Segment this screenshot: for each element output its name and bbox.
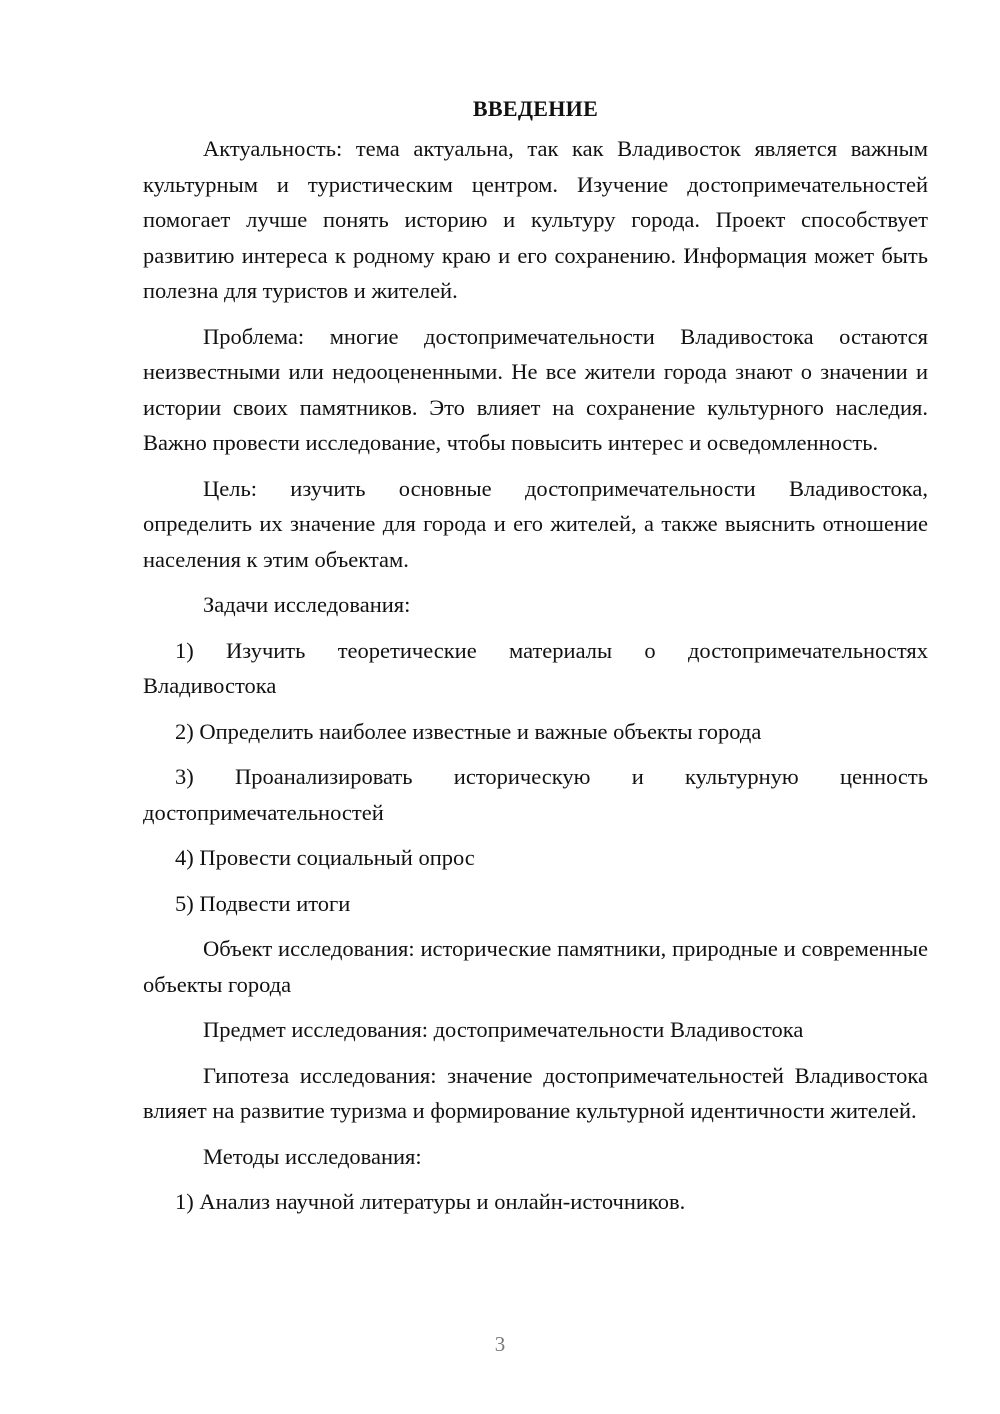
task-item-5: 5) Подвести итоги (175, 890, 351, 916)
task-item-4: 4) Провести социальный опрос (175, 845, 475, 870)
relevance-paragraph: Актуальность: тема актуальна, так как Владивосток является важным культурным и туристическим центром. Изучение достопримечательностей помогает лучше понять историю и культуру города. Проект способствует развитию интереса к родному краю и его сохранению. Информация может быть полезна для туристов и жителей. (143, 136, 928, 303)
page-number: 3 (494, 1332, 506, 1356)
methods-title: Методы исследования: (203, 1143, 422, 1169)
task-item-3: 3) Проанализировать историческую и культурную ценность достопримечательностей (143, 764, 928, 825)
task-item-1: 1) Изучить теоретические материалы о достопримечательностях Владивостока (143, 637, 928, 698)
goal-paragraph: Цель: изучить основные достопримечательности Владивостока, определить их значение для города и его жителей, а также выяснить отношение населения к этим объектам. (143, 475, 928, 572)
subject-paragraph: Предмет исследования: достопримечательности Владивостока (203, 1017, 804, 1042)
problem-paragraph: Проблема: многие достопримечательности Владивостока остаются неизвестными или недооцененными. Не все жители города знают о значении и истории своих памятников. Это влияет на сохранение культурного наследия. Важно провести исследование, чтобы повысить интерес и осведомленность. (143, 323, 928, 455)
object-paragraph: Объект исследования: исторические памятники, природные и современные объекты города (143, 936, 928, 997)
hypothesis-paragraph: Гипотеза исследования: значение достопримечательностей Владивостока влияет на развитие туризма и формирование культурной идентичности жителей. (143, 1062, 928, 1123)
section-heading: ВВЕДЕНИЕ (472, 96, 599, 121)
page-content (143, 92, 928, 1230)
method-item-1: 1) Анализ научной литературы и онлайн-источников. (175, 1189, 686, 1214)
tasks-title: Задачи исследования: (203, 592, 411, 617)
task-item-2: 2) Определить наиболее известные и важные объекты города (175, 718, 762, 744)
